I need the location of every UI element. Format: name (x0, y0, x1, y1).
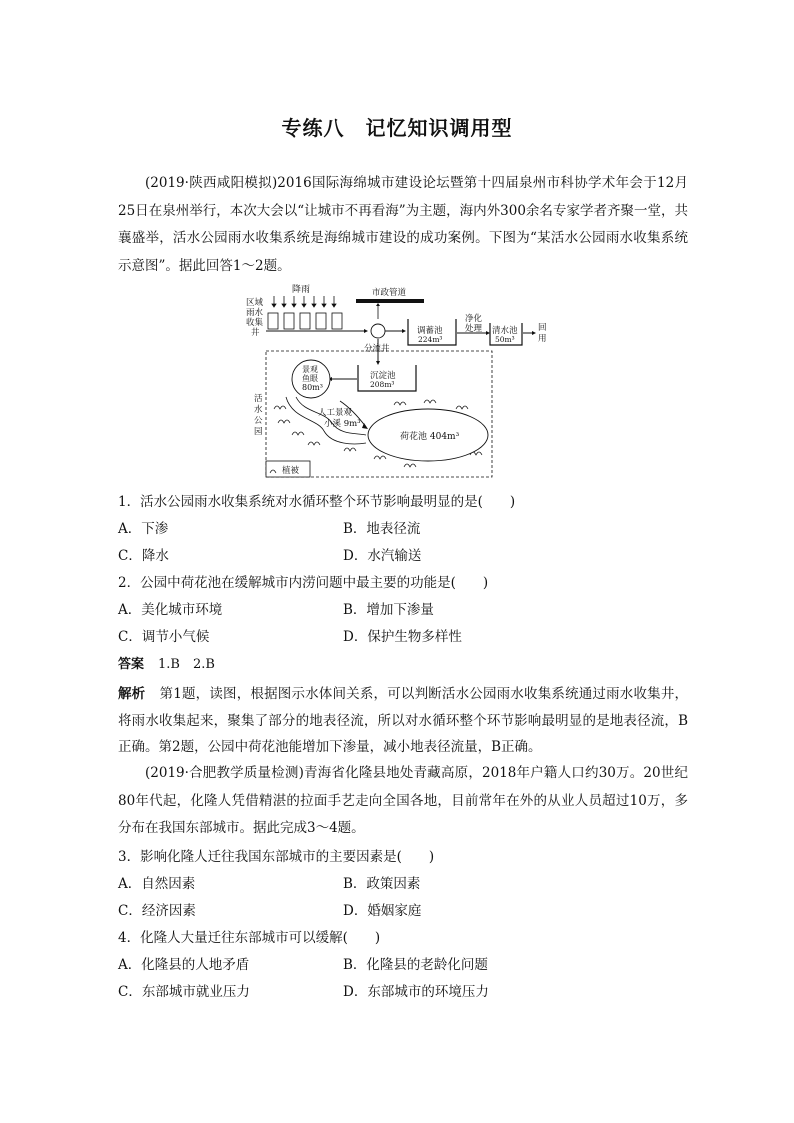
municipal-label: 市政管道 (372, 288, 407, 298)
well-label: 区域 雨水 收集 井 (246, 298, 264, 338)
park-label: 活 水 公 园 (254, 394, 263, 437)
purify-label: 净化 处理 (465, 314, 483, 334)
answer-label: 答案 (118, 657, 145, 672)
answer-line (118, 653, 215, 677)
intro-paragraph-2 (118, 760, 688, 843)
answer-value: 1.B 2.B (158, 657, 215, 672)
collection-wells (268, 313, 342, 329)
q3-option-d: D．婚姻家庭 (343, 903, 422, 919)
q3-option-c: C．经济因素 (118, 903, 196, 919)
q3-option-b: B．政策因素 (343, 876, 421, 892)
sediment-volume: 208m³ (370, 380, 395, 389)
intro-text-2: (2019·合肥教学质量检测)青海省化隆县地处青藏高原，2018年户籍人口约30万。20世纪80年代起，化隆人凭借精湛的拉面手艺走向全国各地，目前常年在外的从业人员超过10万，多分布在我国东部城市。据此完成3～4题。 (118, 765, 688, 836)
split-label: 分流井 (364, 344, 390, 354)
analysis-paragraph (118, 681, 688, 761)
storage-label: 调蓄池 (417, 326, 443, 336)
clear-label: 清水池 (492, 326, 518, 336)
storage-volume: 224m³ (418, 335, 443, 344)
clear-volume: 50m³ (495, 335, 515, 344)
q2-option-b: B．增加下渗量 (343, 602, 434, 618)
reuse-label: 回 用 (538, 323, 547, 344)
q1-option-b: B．地表径流 (343, 521, 421, 537)
q2-stem: 2．公园中荷花池在缓解城市内涝问题中最主要的功能是( ) (118, 575, 489, 591)
page-title: 专练八 记忆知识调用型 (281, 116, 513, 140)
analysis-text: 第1题，读图，根据图示水体间关系，可以判断活水公园雨水收集系统通过雨水收集井，将雨水收集起来，聚集了部分的地表径流，所以对水循环整个环节影响最明显的是地表径流，B正确。第2题，公园中荷花池能增加下渗量，减小地表径流量，B正确。 (118, 686, 689, 755)
lotus-label: 荷花池 404m³ (400, 432, 460, 442)
q2-option-d: D．保护生物多样性 (343, 629, 462, 645)
q4-stem: 4．化隆人大量迁往东部城市可以缓解( ) (118, 930, 381, 946)
q1-option-a: A．下渗 (118, 521, 169, 537)
vegetation-legend-label: 植被 (282, 466, 300, 476)
q2-option-a: A．美化城市环境 (118, 602, 223, 618)
rainwater-system-diagram (244, 283, 554, 481)
rain-arrows (272, 296, 336, 307)
sediment-label: 沉淀池 (370, 371, 396, 381)
q2-option-c: C．调节小气候 (118, 629, 210, 645)
q4-option-b: B．化隆县的老龄化问题 (343, 957, 488, 973)
q1-option-d: D．水汽输送 (343, 548, 422, 564)
municipal-pipe (356, 299, 424, 303)
q1-option-c: C．降水 (118, 548, 169, 564)
rain-label: 降雨 (292, 285, 311, 295)
intro-text-1: (2019·陕西咸阳模拟)2016国际海绵城市建设论坛暨第十四届泉州市科协学术年会于12月25日在泉州举行，本次大会以“让城市不再看海”为主题，海内外300余名专家学者齐聚一堂，共襄盛举，活水公园雨水收集系统是海绵城市建设的成功案例。下图为“某活水公园雨水收集系统示意图”。据此回答1～2题。 (118, 175, 688, 274)
q4-option-c: C．东部城市就业压力 (118, 984, 250, 1000)
analysis-label: 解析 (118, 686, 146, 702)
fisheye-label: 景观 鱼眼 80m³ (302, 365, 323, 392)
stream-label: 人工景观 小溪 9m³ (318, 408, 361, 429)
q4-option-a: A．化隆县的人地矛盾 (118, 957, 250, 973)
split-well (371, 324, 385, 338)
q4-option-d: D．东部城市的环境压力 (343, 984, 489, 1000)
q3-option-a: A．自然因素 (118, 876, 196, 892)
intro-paragraph-1 (118, 170, 688, 280)
q1-stem: 1．活水公园雨水收集系统对水循环整个环节影响最明显的是( ) (118, 494, 516, 510)
q3-stem: 3．影响化隆人迁往我国东部城市的主要因素是( ) (118, 849, 435, 865)
